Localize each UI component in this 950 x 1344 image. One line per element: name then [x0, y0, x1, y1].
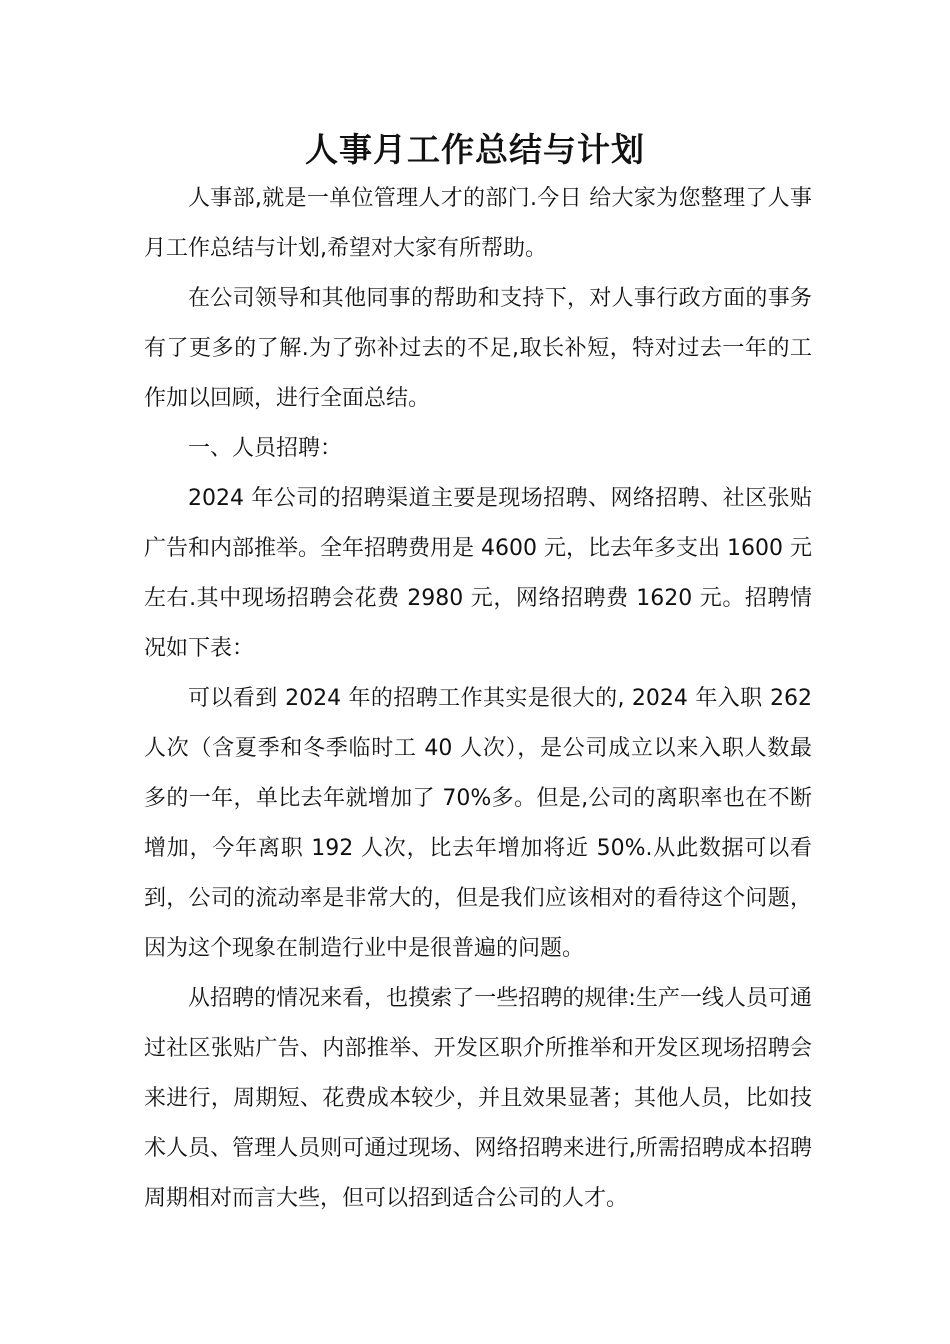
paragraph-recruitment-stats: 可以看到 2024 年的招聘工作其实是很大的, 2024 年入职 262 人次（含夏季和冬季临时工 40 人次），是公司成立以来入职人数最多的一年，单比去年就增加了 70%多。但是,公司的离职率也在不断增加，今年离职 192 人次，比去年增加将近 50%.从此数据可以看到，公司的流动率是非常大的，但是我们应该相对的看待这个问题，因为这个现象在制造行业中是很普遍的问题。 [144, 686, 812, 961]
document-body [144, 174, 812, 1224]
paragraph-overview: 在公司领导和其他同事的帮助和支持下，对人事行政方面的事务有了更多的了解.为了弥补过去的不足,取长补短，特对过去一年的工作加以回顾，进行全面总结。 [144, 286, 812, 411]
paragraph-intro: 人事部,就是一单位管理人才的部门.今日 给大家为您整理了人事月工作总结与计划,希望对大家有所帮助。 [144, 186, 812, 261]
paragraph-recruitment-lessons: 从招聘的情况来看，也摸索了一些招聘的规律:生产一线人员可通过社区张贴广告、内部推举、开发区职介所推举和开发区现场招聘会来进行，周期短、花费成本较少，并且效果显著；其他人员，比如技术人员、管理人员则可通过现场、网络招聘来进行,所需招聘成本招聘周期相对而言大些，但可以招到适合公司的人才。 [144, 986, 812, 1211]
section-heading-recruitment: 一、人员招聘： [188, 436, 343, 461]
document-title: 人事月工作总结与计划 [305, 130, 645, 169]
paragraph-recruitment-channels: 2024 年公司的招聘渠道主要是现场招聘、网络招聘、社区张贴广告和内部推举。全年招聘费用是 4600 元，比去年多支出 1600 元左右.其中现场招聘会花费 2980 元，网络招聘费 1620 元。招聘情况如下表： [144, 486, 812, 661]
